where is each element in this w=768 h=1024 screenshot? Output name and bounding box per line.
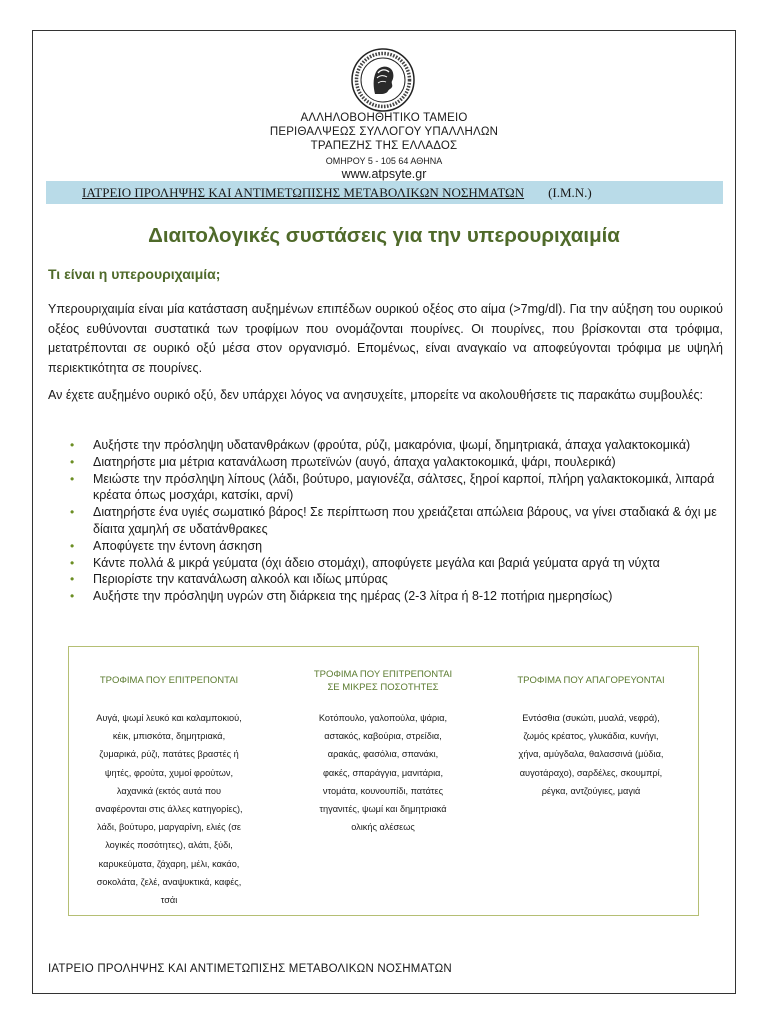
intro-paragraph: Υπερουριχαιμία είναι μία κατάσταση αυξημένων επιπέδων ουρικού οξέος στο αίμα (>7mg/dl). Για την αύξηση του ουρικού οξέος ευθύνονται συστατικά των τροφίμων που ονομάζονται πουρίνες. Οι πουρίνες, που βρίσκονται στα τρόφιμα, μετατρέπονται σε ουρικό οξύ μέσα στον οργανισμό. Επομένως, είναι αναγκαίο να αποφεύγονται τρόφιμα με υψηλή περιεκτικότητα σε πουρίνες. — [48, 302, 723, 375]
food-line: Κοτόπουλο, γαλοπούλα, ψάρια, — [318, 713, 448, 723]
banner-abbreviation: (Ι.Μ.Ν.) — [548, 185, 592, 200]
bullet-icon: • — [70, 589, 75, 604]
limited-foods-text — [281, 709, 485, 836]
org-website: www.atpsyte.gr — [341, 167, 427, 181]
heading-line: ΤΡΟΦΙΜΑ ΠΟΥ ΕΠΙΤΡΕΠΟΝΤΑΙ — [99, 675, 239, 686]
tip-text: Αυξήστε την πρόσληψη υδατανθράκων (φρούτα, ρύζι, μακαρόνια, ψωμί, δημητριακά, άπαχα γαλακτοκομικά) — [93, 438, 691, 452]
bullet-icon: • — [70, 438, 75, 452]
list-item — [70, 571, 725, 588]
food-line: αστακός, καβούρια, στρείδια, — [324, 731, 442, 742]
bullet-icon: • — [70, 471, 75, 486]
food-line: Εντόσθια (συκώτι, μυαλά, νεφρά), — [522, 713, 660, 723]
list-item — [70, 588, 725, 605]
food-line: λαχανικά (εκτός αυτά που — [116, 785, 222, 796]
bullet-icon: • — [70, 555, 75, 570]
list-item — [70, 437, 725, 454]
clinic-banner — [46, 181, 723, 204]
food-line: ζωμός κρέατος, γλυκάδια, κυνήγι, — [523, 731, 659, 742]
food-line: αυγοτάραχο), σαρδέλες, σκουμπρί, — [519, 767, 663, 778]
food-categories-box — [68, 646, 699, 916]
advice-intro-paragraph: Αν έχετε αυξημένο ουρικό οξύ, δεν υπάρχει λόγος να ανησυχείτε, μπορείτε να ακολουθήσετε τις παρακάτω συμβουλές: — [48, 388, 704, 402]
food-line: λάδι, βούτυρο, μαργαρίνη, ελιές (σε — [97, 822, 241, 833]
list-item — [70, 504, 725, 538]
heading-line: ΤΡΟΦΙΜΑ ΠΟΥ ΕΠΙΤΡΕΠΟΝΤΑΙ — [313, 669, 453, 680]
forbidden-foods-text — [491, 709, 691, 800]
banner-title: ΙΑΤΡΕΙΟ ΠΡΟΛΗΨΗΣ ΚΑΙ ΑΝΤΙΜΕΤΩΠΙΣΗΣ ΜΕΤΑΒΟΛΙΚΩΝ ΝΟΣΗΜΑΤΩΝ — [82, 185, 525, 200]
tip-text: Περιορίστε την κατανάλωση αλκοόλ και ιδίως μπύρας — [93, 572, 388, 587]
list-item — [70, 538, 725, 555]
food-line: ντομάτα, κουνουπίδι, πατάτες — [322, 785, 444, 796]
org-line-3: ΤΡΑΠΕΖΗΣ ΤΗΣ ΕΛΛΑΔΟΣ — [310, 140, 458, 152]
food-line: φακές, σπαράγγια, μανιτάρια, — [322, 767, 444, 778]
food-line: ζυμαρικά, ρύζι, πατάτες βραστές ή — [99, 749, 239, 760]
food-line: κέικ, μπισκότα, δημητριακά, — [112, 731, 226, 742]
tip-text: Μειώστε την πρόσληψη λίπους (λάδι, βούτυρο, μαγιονέζα, σάλτσες, ξηροί καρποί, πλήρη γαλακτοκομικά, λιπαρά κρέατα όπως μοσχάρι, κατσίκι, αρνί) — [93, 471, 715, 503]
tip-text: Διατηρήστε ένα υγιές σωματικό βάρος! Σε περίπτωση που χρειάζεται απώλεια βάρους, να γίνει σταδιακά & όχι με δίαιτα χαμηλή σε υδατάνθρακες — [93, 505, 717, 536]
allowed-foods-text — [69, 709, 269, 909]
tip-text: Κάντε πολλά & μικρά γεύματα (όχι άδειο στομάχι), αποφύγετε μεγάλα και βαριά γεύματα αργά τη νύχτα — [93, 555, 660, 570]
food-line: ψητές, φρούτα, χυμοί φρούτων, — [104, 767, 234, 778]
allowed-foods-heading — [69, 674, 269, 687]
advice-list — [70, 437, 725, 605]
food-line: χήνα, αμύγδαλα, θαλασσινά (μύδια, — [518, 749, 664, 760]
food-line: καρυκεύματα, ζάχαρη, μέλι, κακάο, — [98, 858, 240, 869]
food-line: ρέγκα, αντζούγιες, μαγιά — [541, 785, 641, 796]
food-line: Αυγά, ψωμί λευκό και καλαμποκιού, — [96, 713, 242, 723]
bullet-icon: • — [70, 505, 75, 520]
food-line: τηγανιτές, ψωμί και δημητριακά — [319, 804, 447, 815]
page-footer: ΙΑΤΡΕΙΟ ΠΡΟΛΗΨΗΣ ΚΑΙ ΑΝΤΙΜΕΤΩΠΙΣΗΣ ΜΕΤΑΒΟΛΙΚΩΝ ΝΟΣΗΜΑΤΩΝ — [48, 963, 452, 975]
food-line: σοκολάτα, ζελέ, αναψυκτικά, καφές, — [96, 876, 242, 887]
document-title: Διαιτολογικές συστάσεις για την υπερουριχαιμία — [148, 224, 620, 247]
list-item — [70, 471, 725, 505]
bullet-icon: • — [70, 538, 75, 553]
tip-text: Διατηρήστε μια μέτρια κατανάλωση πρωτεϊνών (αυγό, άπαχα γαλακτοκομικά, ψάρι, πουλερικά) — [93, 454, 616, 469]
bullet-icon: • — [70, 572, 75, 587]
medallion-seal-icon — [351, 48, 415, 112]
list-item — [70, 454, 725, 471]
heading-line: ΤΡΟΦΙΜΑ ΠΟΥ ΑΠΑΓΟΡΕΥΟΝΤΑΙ — [517, 675, 665, 686]
org-line-1: ΑΛΛΗΛΟΒΟΗΘΗΤΙΚΟ ΤΑΜΕΙΟ — [300, 112, 468, 124]
food-line: τσάι — [160, 895, 178, 906]
food-line: ολικής αλέσεως — [351, 822, 415, 833]
food-line: λογικές ποσότητες), αλάτι, ξύδι, — [105, 840, 233, 851]
org-address: ΟΜΗΡΟΥ 5 - 105 64 ΑΘΗΝΑ — [325, 156, 443, 166]
org-line-2: ΠΕΡΙΘΑΛΨΕΩΣ ΣΥΛΛΟΓΟΥ ΥΠΑΛΛΗΛΩΝ — [269, 126, 499, 138]
section-subheading: Τι είναι η υπερουριχαιμία; — [48, 266, 221, 282]
forbidden-foods-heading — [491, 674, 691, 687]
org-name-block — [0, 111, 768, 153]
food-line: αναφέρονται στις άλλες κατηγορίες), — [95, 804, 243, 815]
food-line: αρακάς, φασόλια, σπανάκι, — [327, 749, 439, 760]
bullet-icon: • — [70, 454, 75, 469]
limited-foods-heading — [281, 668, 485, 694]
list-item — [70, 555, 725, 572]
tip-text: Αυξήστε την πρόσληψη υγρών στη διάρκεια της ημέρας (2-3 λίτρα ή 8-12 ποτήρια ημερησίως) — [93, 589, 613, 604]
tip-text: Αποφύγετε την έντονη άσκηση — [93, 538, 263, 553]
heading-line: ΣΕ ΜΙΚΡΕΣ ΠΟΣΟΤΗΤΕΣ — [327, 682, 439, 693]
